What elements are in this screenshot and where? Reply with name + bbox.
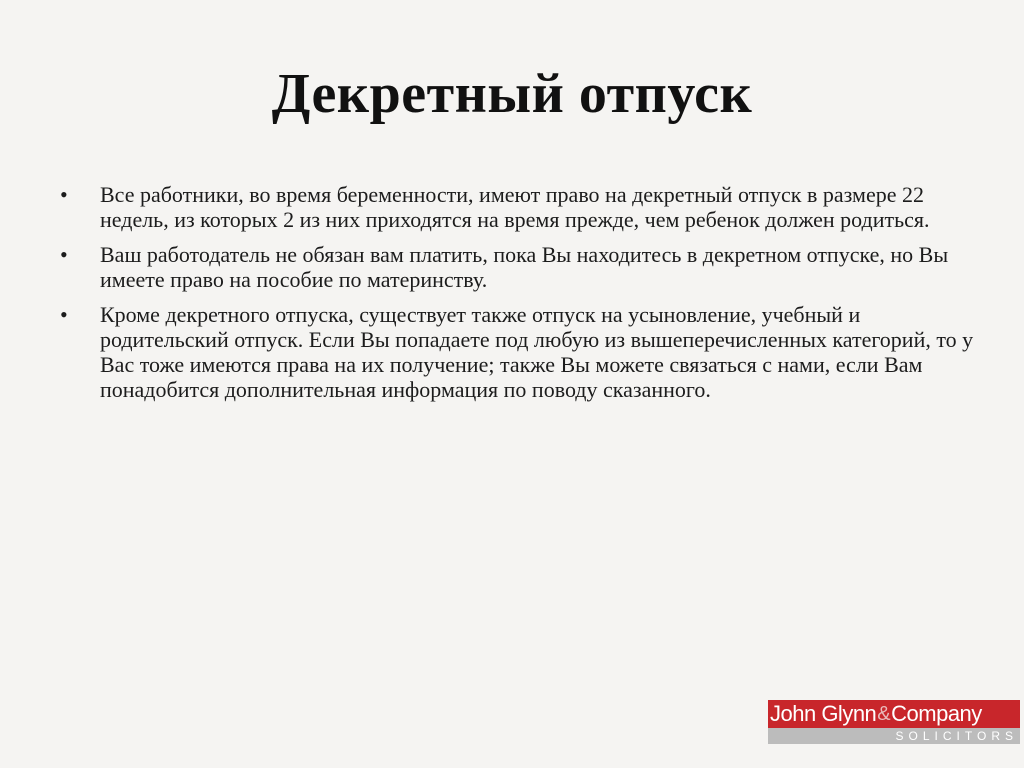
logo-ampersand: & — [877, 702, 891, 725]
bullet-icon: • — [60, 242, 68, 267]
bullet-icon: • — [60, 302, 68, 327]
bullet-icon: • — [60, 182, 68, 207]
bullet-item — [60, 242, 980, 292]
logo-subtitle: SOLICITORS — [768, 728, 1020, 744]
bullet-text: Ваш работодатель не обязан вам платить, пока Вы находитесь в декретном отпуске, но Вы имеете право на пособие по материнству. — [100, 242, 949, 292]
slide-title: Декретный отпуск — [271, 63, 753, 125]
bullet-text: Кроме декретного отпуска, существует также отпуск на усыновление, учебный и родительский отпуск. Если Вы попадаете под любую из вышеперечисленных категорий, то у Вас тоже имеются права на их получение; также Вы можете связаться с нами, если Вам понадобится дополнительная информация по поводу сказанного. — [100, 302, 974, 402]
bullet-list — [60, 182, 980, 412]
logo-name-part2: Company — [891, 701, 982, 726]
bullet-item — [60, 182, 980, 232]
logo-name-bar — [768, 700, 1020, 728]
logo-name-part1: John Glynn — [770, 701, 877, 726]
bullet-text: Все работники, во время беременности, имеют право на декретный отпуск в размере 22 недель, из которых 2 из них приходятся на время прежде, чем ребенок должен родиться. — [100, 182, 930, 232]
bullet-item — [60, 302, 980, 402]
company-logo — [768, 700, 1020, 744]
